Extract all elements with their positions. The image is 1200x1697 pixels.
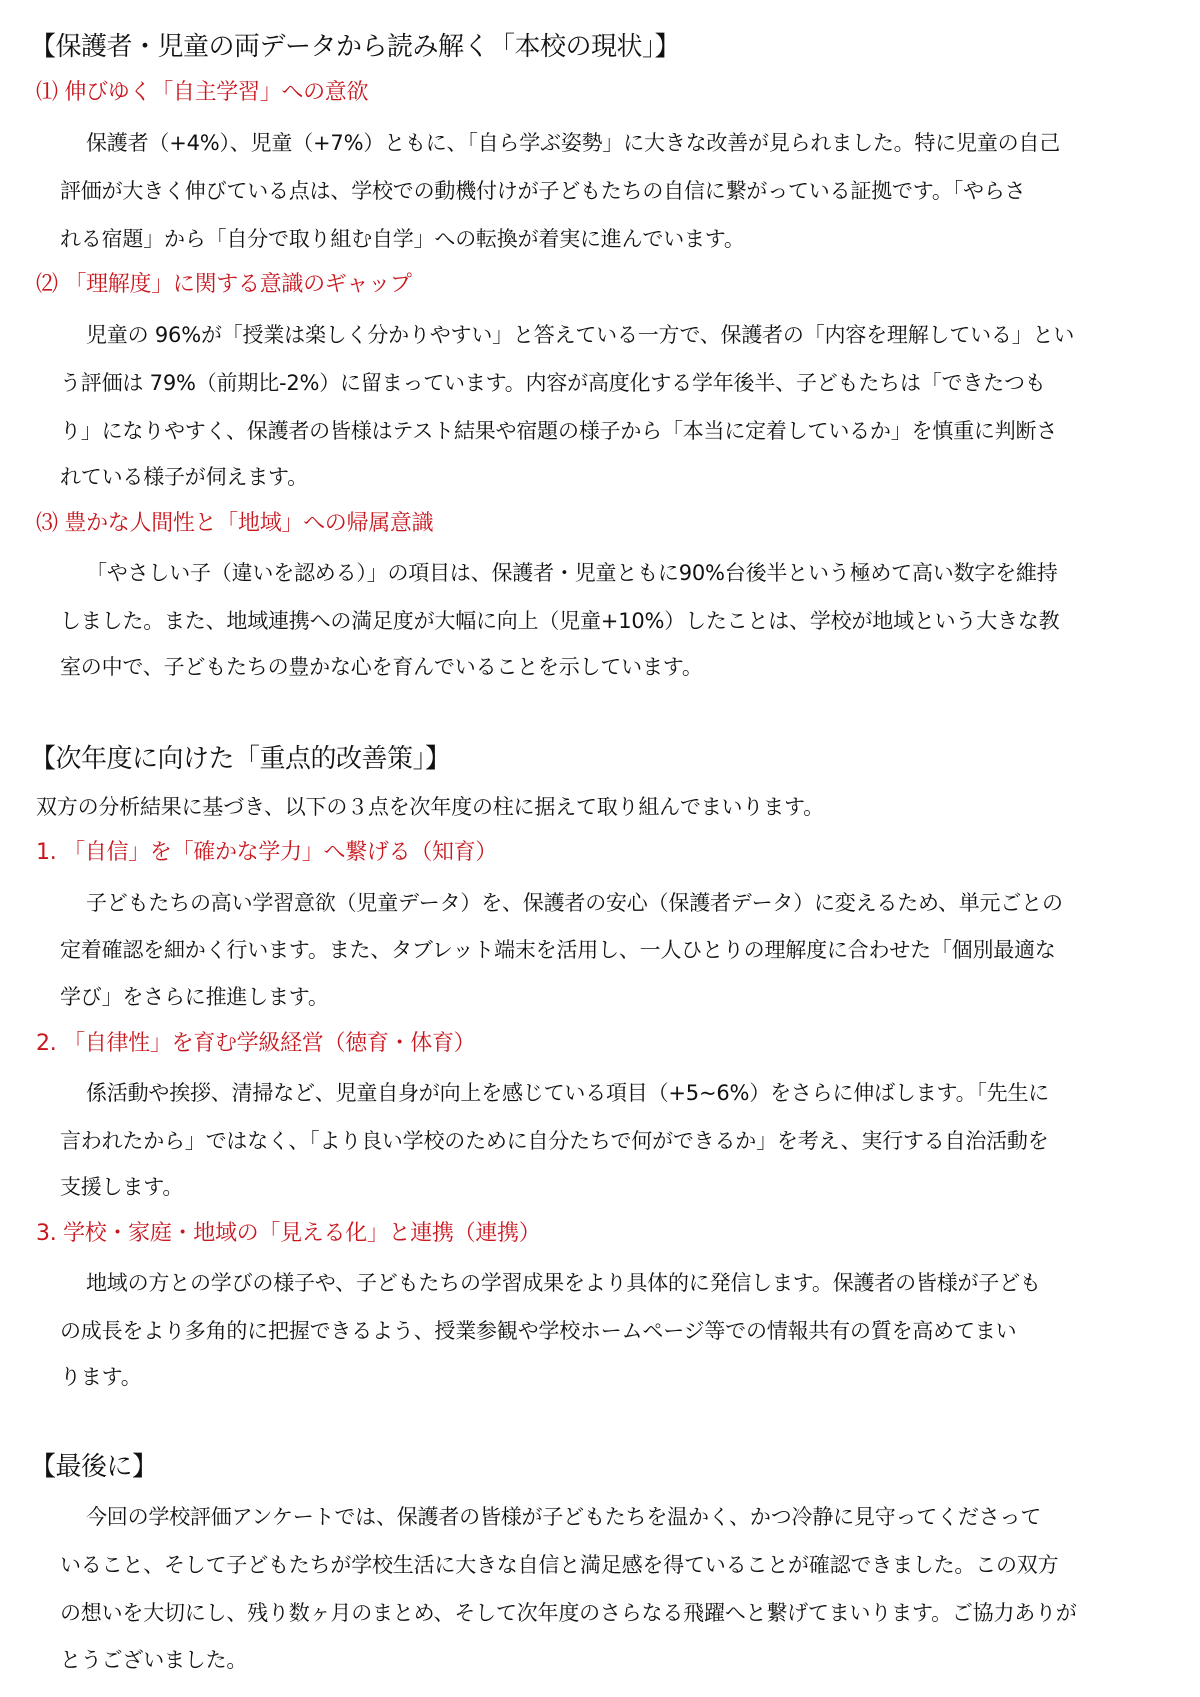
paragraph-line: 学び」をさらに推進します。 — [60, 985, 329, 1009]
section-heading-improvements: 【次年度に向けた「重点的改善策」】 — [30, 744, 451, 774]
section-heading-closing: 【最後に】 — [30, 1452, 158, 1482]
paragraph-line: 地域の方との学びの様子や、子どもたちの学習成果をより具体的に発信します。保護者の皆様が子ども — [86, 1271, 1041, 1295]
paragraph-line: 今回の学校評価アンケートでは、保護者の皆様が子どもたちを温かく、かつ冷静に見守ってくださって — [86, 1505, 1042, 1529]
paragraph-line: 「やさしい子（違いを認める）」の項目は、保護者・児童ともに90%台後半という極めて高い数字を維持 — [86, 561, 1058, 585]
paragraph-line: の想いを大切にし、残り数ヶ月のまとめ、そして次年度のさらなる飛躍へと繋げてまいります。ご協力ありが — [60, 1601, 1077, 1625]
paragraph-line: 室の中で、子どもたちの豊かな心を育んでいることを示しています。 — [60, 655, 703, 679]
paragraph-line: の成長をより多角的に把握できるよう、授業参観や学校ホームページ等での情報共有の質を高めてまい — [60, 1319, 1017, 1343]
subheading-self-study: ⑴ 伸びゆく「自主学習」への意欲 — [36, 80, 369, 105]
paragraph-line: 言われたから」ではなく、「より良い学校のために自分たちで何ができるか」を考え、実行する自治活動を — [60, 1129, 1049, 1153]
paragraph-line: とうございました。 — [60, 1648, 248, 1672]
subheading-community: ⑶ 豊かな人間性と「地域」への帰属意識 — [36, 511, 434, 536]
section-heading-current-status: 【保護者・児童の両データから読み解く「本校の現状」】 — [30, 32, 681, 62]
subheading-improvement-3: 3. 学校・家庭・地域の「見える化」と連携（連携） — [36, 1221, 541, 1246]
paragraph-line: れている様子が伺えます。 — [60, 465, 308, 489]
subheading-understanding-gap: ⑵ 「理解度」に関する意識のギャップ — [36, 272, 412, 297]
paragraph-line: 評価が大きく伸びている点は、学校での動機付けが子どもたちの自信に繋がっている証拠です。「やらさ — [60, 179, 1026, 203]
section-intro: 双方の分析結果に基づき、以下の３点を次年度の柱に据えて取り組んでまいります。 — [36, 795, 824, 819]
paragraph-line: れる宿題」から「自分で取り組む自学」への転換が着実に進んでいます。 — [60, 227, 745, 251]
paragraph-line: ります。 — [60, 1365, 142, 1389]
paragraph-line: 保護者（+4%）、児童（+7%）ともに、「自ら学ぶ姿勢」に大きな改善が見られました。特に児童の自己 — [86, 131, 1061, 155]
subheading-improvement-1: 1. 「自信」を「確かな学力」へ繋げる（知育） — [36, 840, 498, 865]
paragraph-line: いること、そして子どもたちが学校生活に大きな自信と満足感を得ていることが確認できました。この双方 — [60, 1553, 1059, 1577]
paragraph-line: り」になりやすく、保護者の皆様はテスト結果や宿題の様子から「本当に定着しているか」を慎重に判断さ — [60, 419, 1058, 443]
subheading-improvement-2: 2. 「自律性」を育む学級経営（徳育・体育） — [36, 1031, 476, 1056]
paragraph-line: 係活動や挨拶、清掃など、児童自身が向上を感じている項目（+5~6%）をさらに伸ばします。「先生に — [86, 1081, 1050, 1105]
paragraph-line: う評価は 79%（前期比-2%）に留まっています。内容が高度化する学年後半、子どもたちは「できたつも — [60, 371, 1046, 395]
paragraph-line: 支援します。 — [60, 1175, 184, 1199]
paragraph-line: 子どもたちの高い学習意欲（児童データ）を、保護者の安心（保護者データ）に変えるため、単元ごとの — [86, 891, 1063, 915]
paragraph-line: 児童の 96%が「授業は楽しく分かりやすい」と答えている一方で、保護者の「内容を理解している」とい — [86, 323, 1075, 347]
paragraph-line: しました。また、地域連携への満足度が大幅に向上（児童+10%）したことは、学校が地域という大きな教 — [60, 609, 1060, 633]
paragraph-line: 定着確認を細かく行います。また、タブレット端末を活用し、一人ひとりの理解度に合わせた「個別最適な — [60, 938, 1056, 962]
